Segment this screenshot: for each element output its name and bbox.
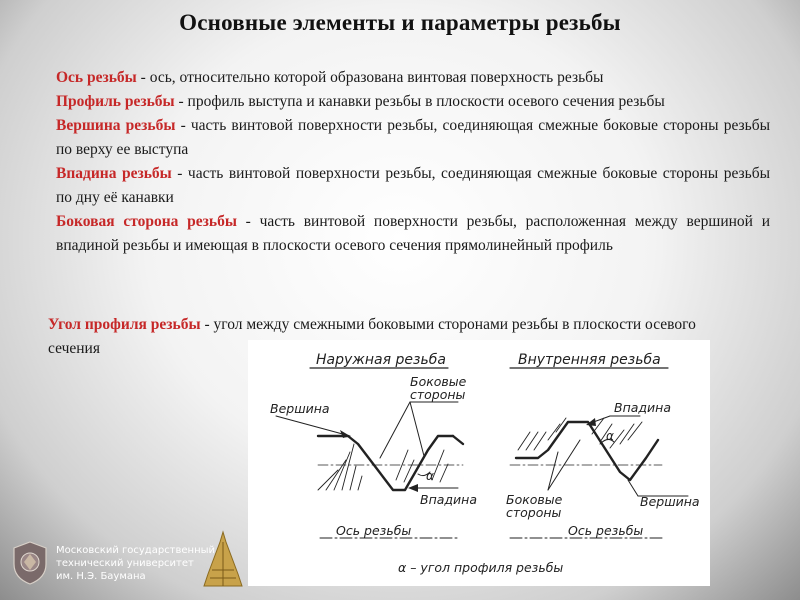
external-axis-label: Ось резьбы xyxy=(336,523,412,538)
internal-crest-leader xyxy=(628,480,638,496)
internal-flank-leader-a xyxy=(548,452,558,490)
external-flanks-label-1: Боковые xyxy=(410,374,467,389)
definition-flank-text: - часть винтовой поверхности резьбы, расположенная между вершиной и впадиной резьбы и имеющая в плоскости осевого сечения прямолинейный профиль xyxy=(56,213,770,254)
thread-diagram xyxy=(248,340,710,586)
definition-crest-text: - часть винтовой поверхности резьбы, соединяющая смежные боковые стороны резьбы по верху ее выступа xyxy=(56,117,770,158)
external-title-label: Наружная резьба xyxy=(316,352,446,368)
university-logo xyxy=(10,540,216,592)
definition-profile-text: - профиль выступа и канавки резьбы в плоскости осевого сечения резьбы xyxy=(174,93,665,110)
definitions-block xyxy=(56,66,770,258)
term-crest: Вершина резьбы xyxy=(56,117,176,134)
internal-alpha-label: α xyxy=(606,429,614,443)
term-profile: Профиль резьбы xyxy=(56,93,175,110)
term-axis: Ось резьбы xyxy=(56,69,137,86)
internal-flanks-label-2: стороны xyxy=(506,505,562,520)
external-alpha-label: α xyxy=(426,469,434,483)
definition-flank xyxy=(56,210,770,258)
internal-root-label: Впадина xyxy=(614,400,672,415)
definition-axis xyxy=(56,66,770,90)
definition-profile xyxy=(56,90,770,114)
university-name-line-1: Московский государственный xyxy=(56,545,216,556)
university-name xyxy=(56,544,216,583)
university-emblem-icon xyxy=(10,540,50,586)
term-flank: Боковая сторона резьбы xyxy=(56,213,237,230)
university-name-line-3: им. Н.Э. Баумана xyxy=(56,571,146,582)
definition-angle-text: - угол между смежными боковыми сторонами резьбы в плоскости осевого сечения xyxy=(48,316,696,357)
decorative-monument-icon xyxy=(200,530,246,590)
internal-axis-label: Ось резьбы xyxy=(568,523,644,538)
external-crest-leader xyxy=(276,416,350,436)
external-profile-tail xyxy=(453,436,463,444)
external-flanks-label-2: стороны xyxy=(410,387,466,402)
definition-crest xyxy=(56,114,770,162)
internal-crest-label: Вершина xyxy=(640,494,700,509)
university-name-line-2: технический университет xyxy=(56,558,194,569)
external-flank-leader-b xyxy=(410,402,424,456)
thread-diagram-svg xyxy=(248,340,710,586)
term-root: Впадина резьбы xyxy=(56,165,172,182)
external-root-arrow xyxy=(408,484,418,492)
definition-axis-text: - ось, относительно которой образована винтовая поверхность резьбы xyxy=(136,69,604,86)
external-crest-label: Вершина xyxy=(270,401,330,416)
slide-title: Основные элементы и параметры резьбы xyxy=(179,10,621,35)
term-angle: Угол профиля резьбы xyxy=(48,316,201,333)
internal-title-label: Внутренняя резьба xyxy=(518,352,661,368)
figure-caption: α – угол профиля резьбы xyxy=(398,560,564,575)
definition-root-text: - часть винтовой поверхности резьбы, соединяющая смежные боковые стороны резьбы по дну её канавки xyxy=(56,165,771,206)
external-flank-leader-a xyxy=(380,402,410,458)
definition-root xyxy=(56,162,770,210)
internal-profile-line xyxy=(516,422,658,480)
internal-flanks-label-1: Боковые xyxy=(506,492,563,507)
external-root-label: Впадина xyxy=(420,492,478,507)
